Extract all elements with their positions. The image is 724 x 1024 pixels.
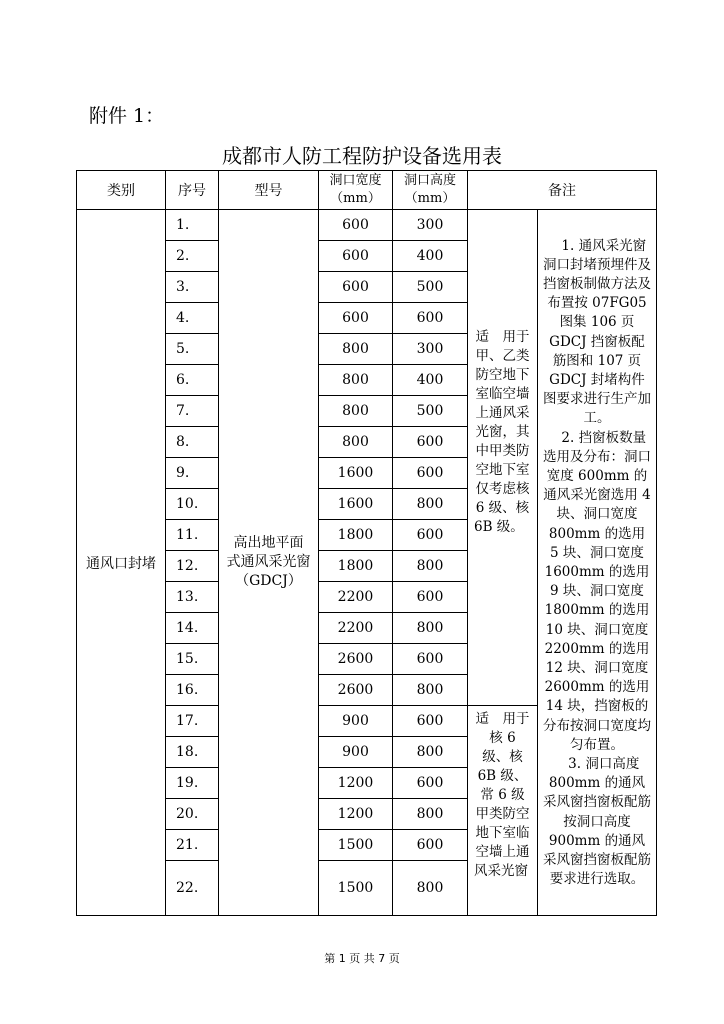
width-cell: 1200 <box>319 768 393 799</box>
applicability-cell-2: 适 用于核 6 级、核 6B 级、常 6 级甲类防空地下室临空墙上通风采光窗 <box>468 706 538 916</box>
seq-cell: 5. <box>166 334 219 365</box>
seq-cell: 17. <box>166 706 219 737</box>
seq-cell: 3. <box>166 272 219 303</box>
width-cell: 800 <box>319 427 393 458</box>
header-seq: 序号 <box>166 171 219 210</box>
seq-cell: 18. <box>166 737 219 768</box>
height-cell: 600 <box>393 768 468 799</box>
height-cell: 600 <box>393 458 468 489</box>
header-width: 洞口宽度 （mm） <box>319 171 393 210</box>
seq-cell: 1. <box>166 210 219 241</box>
width-cell: 2600 <box>319 644 393 675</box>
width-cell: 2200 <box>319 582 393 613</box>
seq-cell: 20. <box>166 799 219 830</box>
model-text: 高出地平面 式通风采光窗 （GDCJ） <box>226 535 311 589</box>
applicability-cell-1: 适 用于甲、乙类防空地下室临空墙上通风采光窗，其中甲类防空地下室仅考虑核 6 级、核 6B 级。 <box>468 210 538 706</box>
note-paragraph: 3. 洞口高度 800mm 的通风采风窗挡窗板配筋按洞口高度 900mm 的通风采风窗挡窗板配筋要求进行选取。 <box>543 756 651 888</box>
height-cell: 500 <box>393 272 468 303</box>
width-cell: 1800 <box>319 551 393 582</box>
seq-cell: 10. <box>166 489 219 520</box>
document-title: 成都市人防工程防护设备选用表 <box>222 144 502 168</box>
width-cell: 800 <box>319 334 393 365</box>
height-cell: 800 <box>393 551 468 582</box>
width-cell: 900 <box>319 706 393 737</box>
seq-cell: 6. <box>166 365 219 396</box>
width-cell: 900 <box>319 737 393 768</box>
table-header-row <box>77 171 657 210</box>
height-cell: 600 <box>393 830 468 861</box>
seq-cell: 22. <box>166 861 219 916</box>
seq-cell: 16. <box>166 675 219 706</box>
header-category: 类别 <box>77 171 166 210</box>
seq-cell: 8. <box>166 427 219 458</box>
width-cell: 600 <box>319 303 393 334</box>
note-paragraph: 2. 挡窗板数量选用及分布：洞口宽度 600mm 的通风采光窗选用 4 块、洞口宽度 800mm 的选用 5 块、洞口宽度 1600mm 的选用 9 块、洞口宽度 1800mm 的选用 10 块、洞口宽度 2200mm 的选用 12 块、洞口宽度 2600mm 的选用 14 块，挡窗板的分布按洞口宽度均匀布置。 <box>543 429 651 753</box>
height-cell: 600 <box>393 303 468 334</box>
width-cell: 800 <box>319 365 393 396</box>
seq-cell: 2. <box>166 241 219 272</box>
table-row <box>77 210 657 241</box>
height-cell: 600 <box>393 582 468 613</box>
width-cell: 600 <box>319 272 393 303</box>
height-cell: 600 <box>393 520 468 551</box>
notes-cell <box>538 210 657 916</box>
width-cell: 1600 <box>319 458 393 489</box>
width-cell: 1800 <box>319 520 393 551</box>
header-model: 型号 <box>219 171 319 210</box>
seq-cell: 12. <box>166 551 219 582</box>
model-cell <box>219 210 319 916</box>
height-cell: 800 <box>393 737 468 768</box>
seq-cell: 4. <box>166 303 219 334</box>
width-cell: 1200 <box>319 799 393 830</box>
width-cell: 1500 <box>319 861 393 916</box>
seq-cell: 11. <box>166 520 219 551</box>
height-cell: 800 <box>393 613 468 644</box>
seq-cell: 14. <box>166 613 219 644</box>
seq-cell: 9. <box>166 458 219 489</box>
width-cell: 800 <box>319 396 393 427</box>
width-cell: 1600 <box>319 489 393 520</box>
seq-cell: 15. <box>166 644 219 675</box>
seq-cell: 7. <box>166 396 219 427</box>
seq-cell: 21. <box>166 830 219 861</box>
seq-cell: 13. <box>166 582 219 613</box>
height-cell: 600 <box>393 644 468 675</box>
width-cell: 2200 <box>319 613 393 644</box>
width-cell: 600 <box>319 210 393 241</box>
width-cell: 2600 <box>319 675 393 706</box>
header-notes: 备注 <box>468 171 657 210</box>
note-paragraph: 1. 通风采光窗洞口封堵预埋件及挡窗板制做方法及布置按 07FG05 图集 106 页 GDCJ 挡窗板配筋图和 107 页 GDCJ 封堵构件图要求进行生产加工。 <box>543 237 651 427</box>
height-cell: 600 <box>393 427 468 458</box>
height-cell: 400 <box>393 241 468 272</box>
attachment-label: 附件 1： <box>89 105 165 127</box>
height-cell: 300 <box>393 334 468 365</box>
seq-cell: 19. <box>166 768 219 799</box>
height-cell: 500 <box>393 396 468 427</box>
equipment-selection-table <box>76 170 657 916</box>
width-cell: 1500 <box>319 830 393 861</box>
category-cell: 通风口封堵 <box>77 210 166 916</box>
height-cell: 800 <box>393 489 468 520</box>
height-cell: 800 <box>393 861 468 916</box>
height-cell: 800 <box>393 799 468 830</box>
height-cell: 800 <box>393 675 468 706</box>
height-cell: 300 <box>393 210 468 241</box>
height-cell: 600 <box>393 706 468 737</box>
header-height: 洞口高度 （mm） <box>393 171 468 210</box>
width-cell: 600 <box>319 241 393 272</box>
page-number: 第 1 页 共 7 页 <box>324 952 400 965</box>
height-cell: 400 <box>393 365 468 396</box>
